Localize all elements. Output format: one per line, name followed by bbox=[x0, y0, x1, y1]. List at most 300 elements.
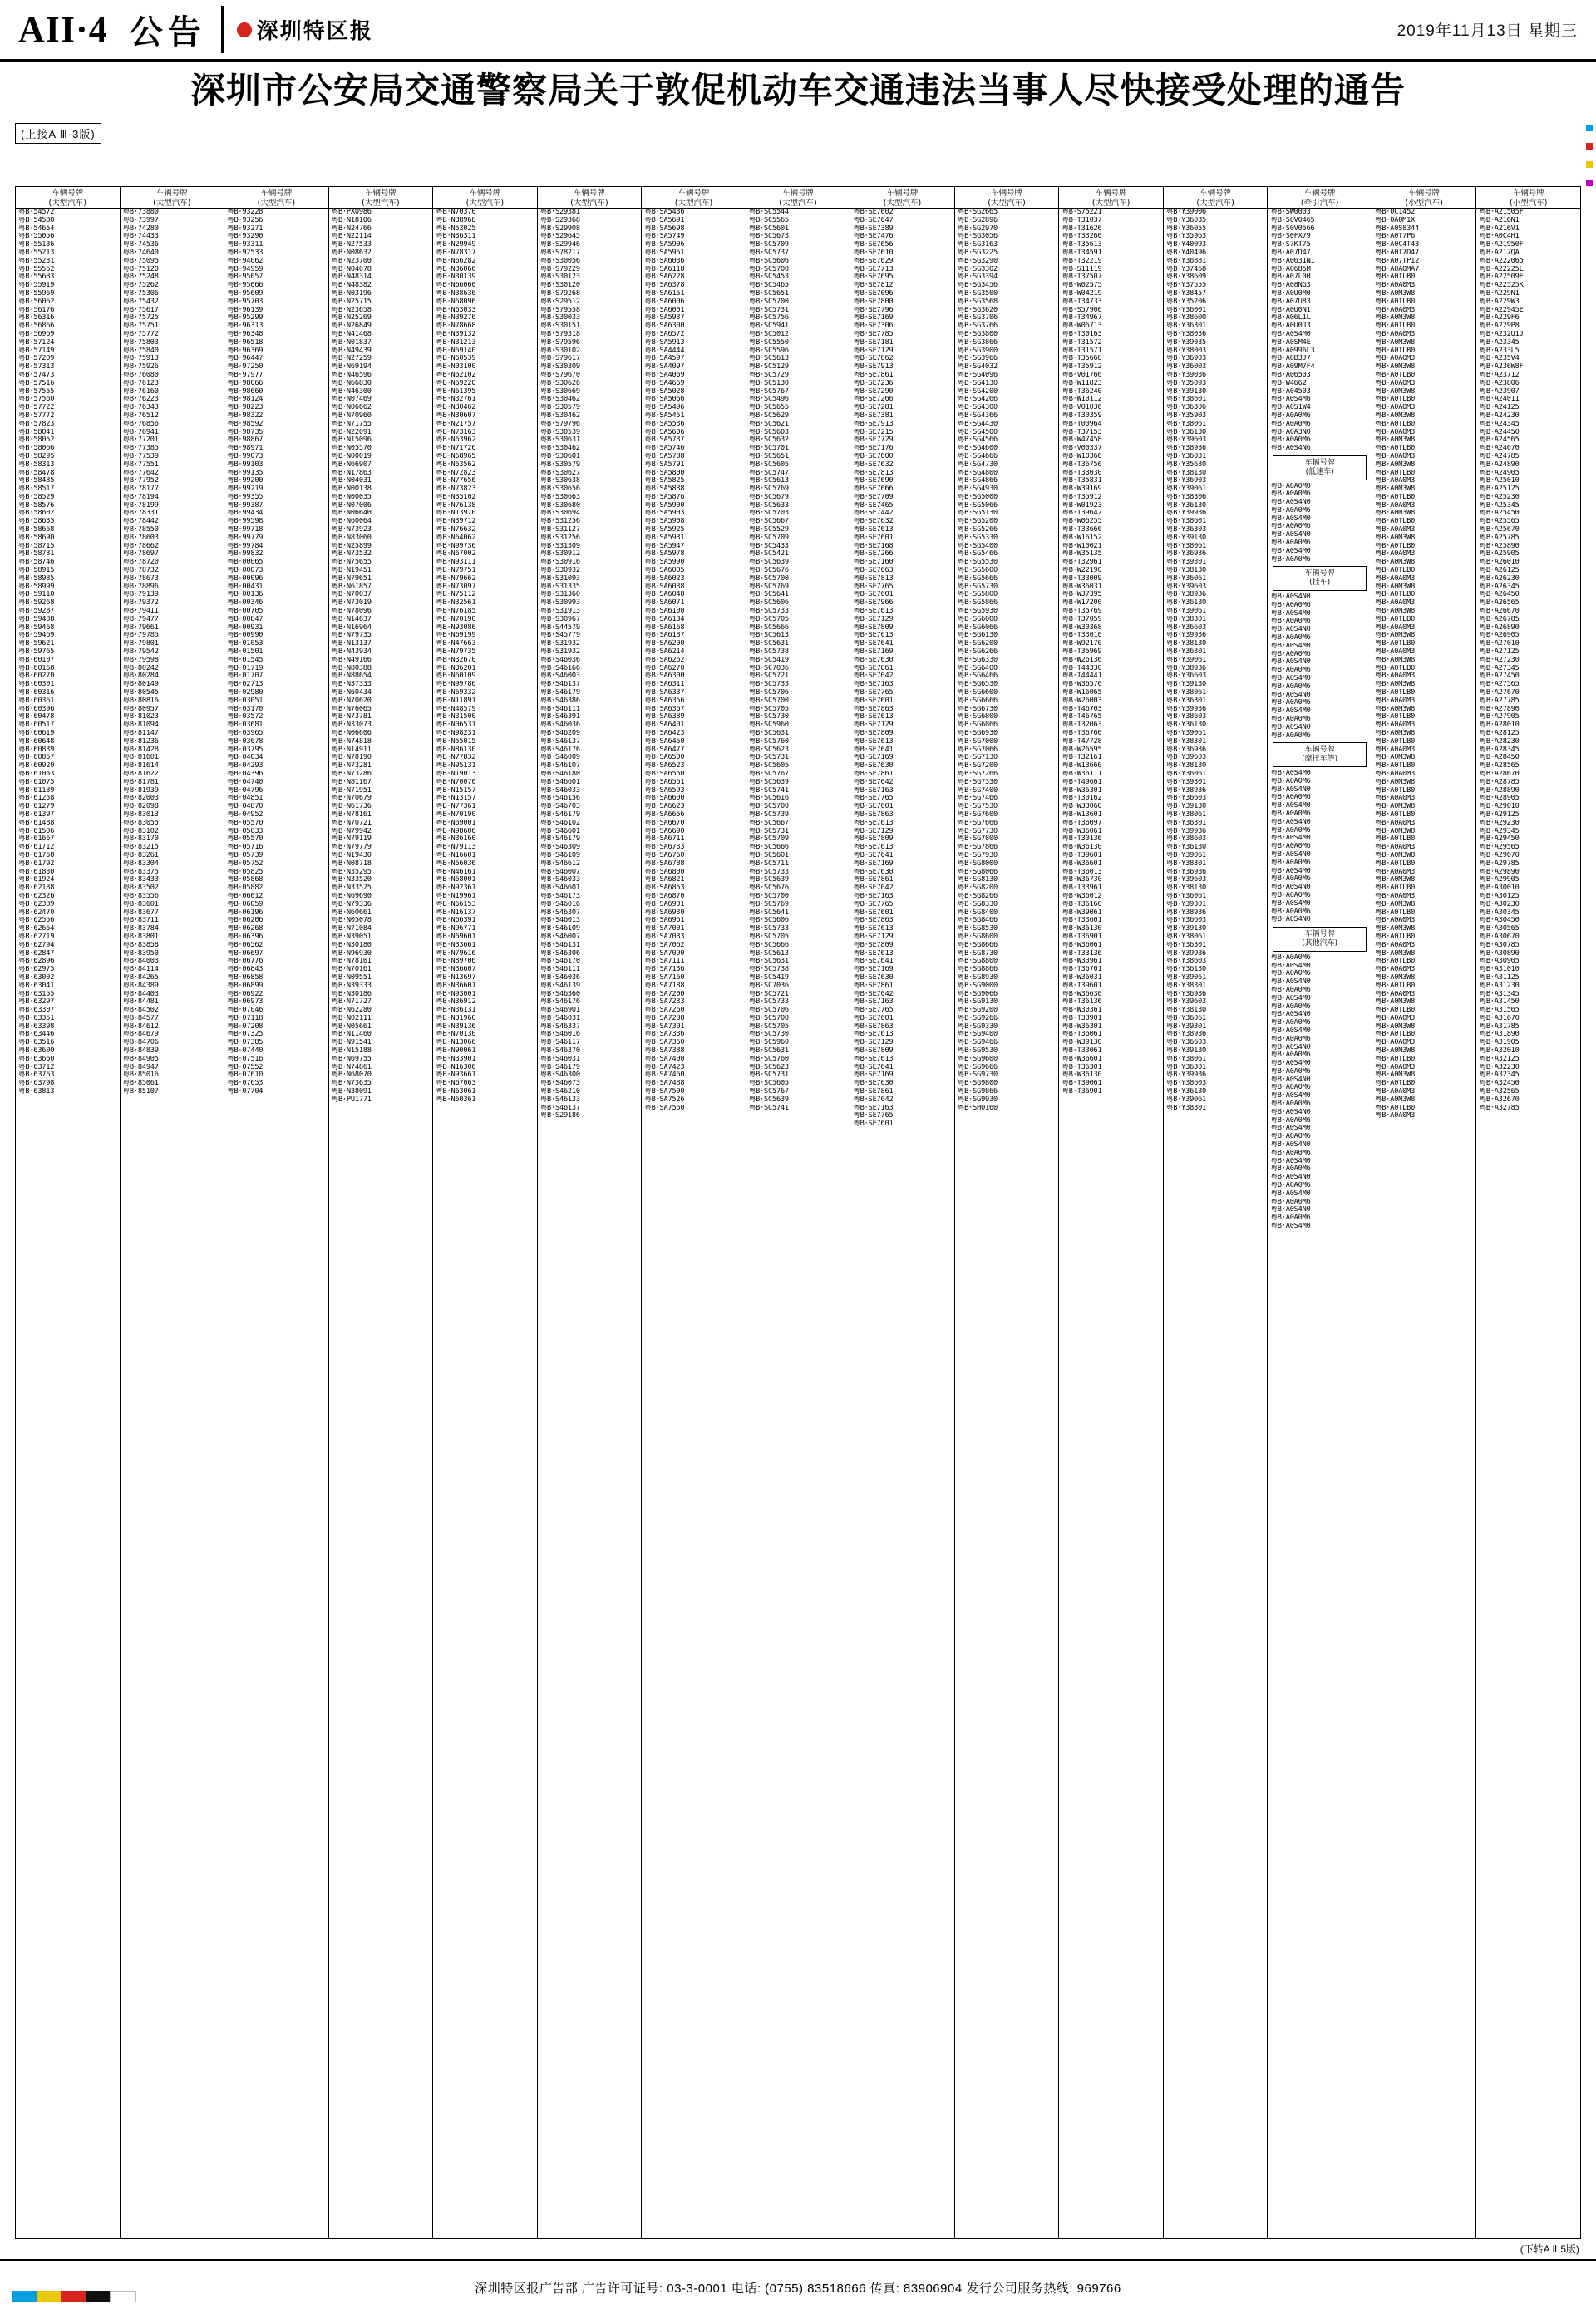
plate-cell: 粤B·05739 bbox=[227, 851, 264, 859]
plate-cell: 粤B·A0T7D47 bbox=[1374, 249, 1420, 257]
plate-cell: 粤B·A0A0M6 bbox=[1270, 1182, 1311, 1190]
plate-cell: 粤B·83858 bbox=[122, 941, 159, 949]
plate-cell: 粤B·T35912 bbox=[1062, 363, 1102, 372]
column-header-line: (大型汽车) bbox=[883, 198, 922, 208]
plate-cell: 粤B·84947 bbox=[122, 1063, 159, 1071]
plate-cell: 粤B·W4662 bbox=[1270, 379, 1307, 387]
plate-cell: 粤B·05825 bbox=[227, 868, 264, 876]
plate-cell: 粤B·Y36603 bbox=[1165, 623, 1207, 632]
plate-cell: 粤B·S46031 bbox=[539, 1014, 580, 1022]
plate-cell: 粤B·SC5601 bbox=[748, 224, 789, 233]
plate-cell: 粤B·A0A0M3 bbox=[1374, 574, 1416, 583]
plate-cell: 粤B·SG7600 bbox=[957, 810, 998, 819]
plate-cell: 粤B·N77832 bbox=[436, 754, 476, 762]
plate-cell: 粤B·SE7601 bbox=[853, 803, 894, 811]
plate-cell: 粤B·SC5700 bbox=[748, 298, 789, 306]
plate-cell: 粤B·SA6228 bbox=[644, 273, 685, 282]
plate-cell: 粤B·A0A0M3 bbox=[1374, 282, 1416, 290]
plate-cell: 粤B·N78190 bbox=[331, 754, 372, 762]
plate-cell: 粤B·W36301 bbox=[1062, 1022, 1102, 1031]
plate-cell: 粤B·SA6821 bbox=[644, 876, 685, 884]
plate-cell: 粤B·A229F6 bbox=[1479, 314, 1520, 322]
plate-cell: 粤B·SC5496 bbox=[748, 396, 789, 404]
plate-cell: 粤B·57772 bbox=[18, 411, 55, 420]
plate-cell: 粤B·SA7288 bbox=[644, 1014, 685, 1022]
plate-cell: 粤B·83375 bbox=[122, 868, 159, 876]
plate-cell: 粤B·N68070 bbox=[331, 1071, 372, 1080]
plate-cell: 粤B·S46036 bbox=[539, 973, 580, 982]
plate-cell: 粤B·99355 bbox=[227, 493, 264, 501]
plate-cell: 粤B·A0S4M0 bbox=[1270, 770, 1311, 777]
plate-cell: 粤B·SE7613 bbox=[853, 632, 894, 640]
column-header-line: (小型汽车) bbox=[1509, 198, 1548, 208]
plate-cell: 粤B·S0FX79 bbox=[1270, 233, 1311, 241]
sub-category-line: (摩托车等) bbox=[1302, 755, 1338, 764]
plate-cell: 粤B·Y39061 bbox=[1165, 851, 1207, 859]
plate-column bbox=[538, 187, 643, 2239]
plate-cell: 粤B·78732 bbox=[122, 567, 159, 575]
plate-cell: 粤B·62664 bbox=[18, 925, 55, 933]
plate-cell: 粤B·SC5679 bbox=[748, 493, 789, 501]
plate-cell: 粤B·N39132 bbox=[436, 330, 476, 338]
plate-cell: 粤B·A0TLB0 bbox=[1374, 493, 1416, 501]
plate-cell: 粤B·55136 bbox=[18, 241, 55, 249]
plate-cell: 粤B·A0U0J3 bbox=[1270, 322, 1311, 331]
plate-cell: 粤B·SE7266 bbox=[853, 550, 894, 559]
plate-cell: 粤B·SE7290 bbox=[853, 387, 894, 396]
plate-cell: 粤B·SG5530 bbox=[957, 559, 998, 567]
plate-cell: 粤B·S30579 bbox=[539, 460, 580, 469]
plate-cell: 粤B·A0TLB0 bbox=[1374, 859, 1416, 868]
plate-cell: 粤B·V01036 bbox=[1062, 404, 1102, 412]
plate-cell: 粤B·S46031 bbox=[539, 1055, 580, 1063]
plate-cell: 粤B·N01837 bbox=[331, 338, 372, 347]
plate-cell: 粤B·A27785 bbox=[1479, 697, 1520, 705]
plate-cell: 粤B·N29949 bbox=[436, 241, 476, 249]
plate-cell: 粤B·05033 bbox=[227, 827, 264, 835]
plate-cell: 粤B·W30368 bbox=[1062, 623, 1102, 632]
plate-cell: 粤B·A27450 bbox=[1479, 672, 1520, 681]
plate-cell: 粤B·SG8000 bbox=[957, 859, 998, 868]
plate-cell: 粤B·S46109 bbox=[539, 851, 580, 859]
plate-cell: 粤B·S30462 bbox=[539, 411, 580, 420]
plate-cell: 粤B·A0A0M6 bbox=[1270, 490, 1311, 499]
plate-cell: 粤B·06973 bbox=[227, 998, 264, 1007]
plate-cell: 粤B·SG4130 bbox=[957, 379, 998, 387]
plate-cell: 粤B·58052 bbox=[18, 436, 55, 445]
plate-cell: 粤B·75432 bbox=[122, 298, 159, 306]
plate-cell: 粤B·A0A0M6 bbox=[1270, 1198, 1311, 1206]
column-header bbox=[329, 187, 433, 209]
plate-cell: 粤B·SA7423 bbox=[644, 1063, 685, 1071]
plate-cell: 粤B·00990 bbox=[227, 632, 264, 640]
plate-cell: 粤B·S30663 bbox=[539, 493, 580, 501]
plate-cell: 粤B·78199 bbox=[122, 501, 159, 510]
plate-cell: 粤B·A27890 bbox=[1479, 705, 1520, 713]
plate-cell: 粤B·N46161 bbox=[436, 868, 476, 876]
newspaper-name: 深圳特区报 bbox=[256, 19, 373, 44]
plate-cell: 粤B·SG6200 bbox=[957, 640, 998, 648]
plate-cell: 粤B·SG7330 bbox=[957, 778, 998, 786]
plate-cell: 粤B·T46703 bbox=[1062, 705, 1102, 713]
plate-cell: 粤B·N36912 bbox=[436, 998, 476, 1007]
plate-cell: 粤B·SC5605 bbox=[748, 762, 789, 771]
plate-cell: 粤B·SE7476 bbox=[853, 233, 894, 241]
plate-cell: 粤B·N60539 bbox=[436, 355, 476, 363]
plate-cell: 粤B·SG3225 bbox=[957, 249, 998, 257]
plate-cell: 粤B·SG8200 bbox=[957, 884, 998, 893]
plate-cell: 粤B·81614 bbox=[122, 762, 159, 771]
plate-cell: 粤B·A0A0M3 bbox=[1374, 672, 1416, 681]
plate-cell: 粤B·SG5866 bbox=[957, 599, 998, 608]
plate-cell: 粤B·T44330 bbox=[1062, 664, 1102, 672]
plate-cell: 粤B·A0A0M6 bbox=[1270, 618, 1311, 626]
plate-cell: 粤B·N19013 bbox=[436, 770, 476, 778]
plate-cell: 粤B·A31670 bbox=[1479, 1014, 1520, 1022]
plate-cell: 粤B·SA5925 bbox=[644, 526, 685, 534]
plate-cell: 粤B·SG9330 bbox=[957, 1022, 998, 1031]
plate-cell: 粤B·N61395 bbox=[436, 387, 476, 396]
plate-cell: 粤B·SE7381 bbox=[853, 411, 894, 420]
plate-cell: 粤B·SC5767 bbox=[748, 770, 789, 778]
plate-cell: 粤B·60478 bbox=[18, 713, 55, 721]
plate-cell: 粤B·A22225L bbox=[1479, 265, 1524, 273]
plate-cell: 粤B·A30345 bbox=[1479, 908, 1520, 917]
plate-cell: 粤B·W11823 bbox=[1062, 379, 1102, 387]
plate-cell: 粤B·SC5705 bbox=[748, 705, 789, 713]
plate-cell: 粤B·06196 bbox=[227, 908, 264, 917]
plate-cell: 粤B·W10021 bbox=[1062, 542, 1102, 550]
plate-cell: 粤B·A0S4M0 bbox=[1270, 1189, 1311, 1198]
plate-cell: 粤B·Y36061 bbox=[1165, 892, 1207, 900]
plate-cell: 粤B·SC5721 bbox=[748, 990, 789, 998]
plate-cell: 粤B·A26450 bbox=[1479, 591, 1520, 599]
plate-cell: 粤B·SA5903 bbox=[644, 510, 685, 518]
plate-cell: 粤B·SE7765 bbox=[853, 1007, 894, 1015]
plate-cell: 粤B·A26890 bbox=[1479, 623, 1520, 632]
plate-cell: 粤B·Y36603 bbox=[1165, 795, 1207, 803]
plate-cell: 粤B·S30680 bbox=[539, 501, 580, 510]
plate-cell: 粤B·SE7641 bbox=[853, 640, 894, 648]
plate-cell: 粤B·A0A0M6 bbox=[1270, 1019, 1311, 1027]
plate-cell: 粤B·A0M3W8 bbox=[1374, 1071, 1416, 1080]
plate-cell: 粤B·N30139 bbox=[436, 273, 476, 282]
plate-cell: 粤B·99387 bbox=[227, 501, 264, 510]
plate-cell: 粤B·SG5666 bbox=[957, 574, 998, 583]
registration-marks bbox=[1586, 125, 1593, 186]
plate-cell: 粤B·60301 bbox=[18, 681, 55, 689]
column-header-line: (小型汽车) bbox=[1405, 198, 1443, 208]
plate-cell: 粤B·76343 bbox=[122, 404, 159, 412]
plate-cell: 粤B·S31360 bbox=[539, 591, 580, 599]
plate-cell: 粤B·SA6853 bbox=[644, 884, 685, 893]
plate-cell: 粤B·SC5606 bbox=[748, 257, 789, 265]
plate-cell: 粤B·N78096 bbox=[331, 608, 372, 616]
plate-cell: 粤B·SC5129 bbox=[748, 363, 789, 372]
plate-cell: 粤B·58746 bbox=[18, 559, 55, 567]
plate-cell: 粤B·N49166 bbox=[331, 656, 372, 664]
plate-cell: 粤B·Y36130 bbox=[1165, 844, 1207, 852]
plate-cell: 粤B·A30230 bbox=[1479, 900, 1520, 908]
plate-cell: 粤B·SC5711 bbox=[748, 859, 789, 868]
plate-cell: 粤B·N73823 bbox=[436, 485, 476, 494]
plate-cell: 粤B·SA5737 bbox=[644, 436, 685, 445]
plate-cell: 粤B·S0V0566 bbox=[1270, 224, 1315, 233]
plate-cell: 粤B·N07006 bbox=[331, 501, 372, 510]
plate-cell: 粤B·SA6036 bbox=[644, 257, 685, 265]
plate-cell: 粤B·A0S4N0 bbox=[1270, 723, 1311, 731]
column-cells bbox=[850, 209, 954, 2238]
plate-cell: 粤B·SE7613 bbox=[853, 949, 894, 958]
plate-cell: 粤B·99434 bbox=[227, 510, 264, 518]
plate-cell: 粤B·SC5705 bbox=[748, 615, 789, 623]
plate-cell: 粤B·SC5760 bbox=[748, 1055, 789, 1063]
plate-cell: 粤B·SE7613 bbox=[853, 713, 894, 721]
column-header bbox=[1476, 187, 1580, 209]
plate-cell: 粤B·Y38603 bbox=[1165, 713, 1207, 721]
plate-cell: 粤B·SG4200 bbox=[957, 387, 998, 396]
plate-cell: 粤B·SC5733 bbox=[748, 925, 789, 933]
plate-cell: 粤B·SG7530 bbox=[957, 803, 998, 811]
plate-cell: 粤B·63516 bbox=[18, 1039, 55, 1047]
plate-cell: 粤B·T37153 bbox=[1062, 428, 1102, 436]
plate-cell: 粤B·S79268 bbox=[539, 289, 580, 298]
plate-cell: 粤B·N63562 bbox=[436, 460, 476, 469]
plate-cell: 粤B·Y38130 bbox=[1165, 884, 1207, 893]
plate-cell: 粤B·N79119 bbox=[331, 835, 372, 844]
plate-cell: 粤B·Y39301 bbox=[1165, 900, 1207, 908]
plate-cell: 粤B·SC5651 bbox=[748, 289, 789, 298]
plate-cell: 粤B·Y38603 bbox=[1165, 835, 1207, 844]
plate-cell: 粤B·N91541 bbox=[331, 1039, 372, 1047]
plate-cell: 粤B·A28010 bbox=[1479, 721, 1520, 730]
plate-cell: 粤B·SG5130 bbox=[957, 510, 998, 518]
plate-cell: 粤B·A0M3W8 bbox=[1374, 754, 1416, 762]
plate-cell: 粤B·A29010 bbox=[1479, 803, 1520, 811]
plate-cell: 粤B·SA7388 bbox=[644, 1047, 685, 1056]
plate-cell: 粤B·S46137 bbox=[539, 681, 580, 689]
plate-cell: 粤B·62847 bbox=[18, 949, 55, 958]
plate-cell: 粤B·SA6690 bbox=[644, 827, 685, 835]
plate-cell: 粤B·N23700 bbox=[331, 257, 372, 265]
plate-cell: 粤B·A31890 bbox=[1479, 1031, 1520, 1039]
plate-cell: 粤B·S30056 bbox=[539, 257, 580, 265]
plate-cell: 粤B·A0S4N0 bbox=[1270, 1108, 1311, 1116]
column-header-line: (大型汽车) bbox=[362, 198, 400, 208]
plate-cell: 粤B·T31571 bbox=[1062, 347, 1102, 355]
plate-cell: 粤B·SA6262 bbox=[644, 656, 685, 664]
plate-cell: 粤B·59469 bbox=[18, 632, 55, 640]
column-cells bbox=[1059, 209, 1163, 2238]
plate-cell: 粤B·SE7613 bbox=[853, 925, 894, 933]
plate-cell: 粤B·78442 bbox=[122, 518, 159, 526]
plate-cell: 粤B·SA5066 bbox=[644, 396, 685, 404]
plate-cell: 粤B·Y36130 bbox=[1165, 599, 1207, 608]
plate-cell: 粤B·SG3163 bbox=[957, 241, 998, 249]
plate-cell: 粤B·SC5738 bbox=[748, 966, 789, 974]
column-cells bbox=[224, 209, 328, 2238]
sub-category-header bbox=[1273, 742, 1367, 767]
column-header bbox=[121, 187, 224, 209]
plate-cell: 粤B·62794 bbox=[18, 941, 55, 949]
plate-cell: 粤B·A0A0M6 bbox=[1270, 794, 1311, 802]
plate-cell: 粤B·SG5330 bbox=[957, 534, 998, 542]
plate-cell: 粤B·60316 bbox=[18, 689, 55, 697]
plate-cell: 粤B·58668 bbox=[18, 526, 55, 534]
plate-cell: 粤B·SE7800 bbox=[853, 298, 894, 306]
plate-cell: 粤B·T33010 bbox=[1062, 632, 1102, 640]
plate-cell: 粤B·N36607 bbox=[436, 966, 476, 974]
plate-cell: 粤B·SC5733 bbox=[748, 608, 789, 616]
plate-cell: 粤B·04293 bbox=[227, 762, 264, 771]
plate-cell: 粤B·A0S4N0 bbox=[1270, 593, 1311, 602]
plate-cell: 粤B·A0M3W8 bbox=[1374, 387, 1416, 396]
plate-cell: 粤B·A0TLB0 bbox=[1374, 982, 1416, 990]
plate-cell: 粤B·Y36301 bbox=[1165, 648, 1207, 657]
plate-cell: 粤B·SA6168 bbox=[644, 623, 685, 632]
plate-cell: 粤B·N71084 bbox=[331, 925, 372, 933]
plate-cell: 粤B·58066 bbox=[18, 445, 55, 453]
sub-category-line: 车辆号牌 bbox=[1304, 746, 1335, 755]
plate-cell: 粤B·SG4566 bbox=[957, 436, 998, 445]
plate-cell: 粤B·W39130 bbox=[1062, 1039, 1102, 1047]
plate-cell: 粤B·A0M3W8 bbox=[1374, 338, 1416, 347]
plate-cell: 粤B·A0S4M0 bbox=[1270, 547, 1311, 555]
plate-cell: 粤B·A32785 bbox=[1479, 1104, 1520, 1112]
plate-cell: 粤B·Y36936 bbox=[1165, 746, 1207, 754]
plate-cell: 粤B·Y35093 bbox=[1165, 379, 1207, 387]
plate-cell: 粤B·SA7260 bbox=[644, 1007, 685, 1015]
plate-cell: 粤B·N03196 bbox=[331, 289, 372, 298]
plate-cell: 粤B·SC5621 bbox=[748, 420, 789, 428]
plate-cell: 粤B·SA5951 bbox=[644, 249, 685, 257]
column-header bbox=[224, 187, 328, 209]
plate-cell: 粤B·SC5730 bbox=[748, 713, 789, 721]
plate-cell: 粤B·N75112 bbox=[436, 591, 476, 599]
plate-cell: 粤B·94959 bbox=[227, 265, 264, 273]
plate-cell: 粤B·N79751 bbox=[436, 567, 476, 575]
plate-cell: 粤B·T33030 bbox=[1062, 469, 1102, 477]
plate-cell: 粤B·A30125 bbox=[1479, 892, 1520, 900]
plate-cell: 粤B·SC5631 bbox=[748, 958, 789, 966]
plate-cell: 粤B·04034 bbox=[227, 754, 264, 762]
plate-cell: 粤B·A26670 bbox=[1479, 608, 1520, 616]
plate-cell: 粤B·A31565 bbox=[1479, 1007, 1520, 1015]
plate-cell: 粤B·SE7465 bbox=[853, 501, 894, 510]
plate-cell: 粤B·S46179 bbox=[539, 689, 580, 697]
plate-cell: 粤B·73997 bbox=[122, 216, 159, 224]
plate-cell: 粤B·SC5616 bbox=[748, 795, 789, 803]
plate-cell: 粤B·SG9466 bbox=[957, 1039, 998, 1047]
plate-cell: 粤B·98867 bbox=[227, 436, 264, 445]
column-header-line: 车辆号牌 bbox=[52, 189, 84, 198]
plate-cell: 粤B·77642 bbox=[122, 469, 159, 477]
plate-cell: 粤B·SA6600 bbox=[644, 795, 685, 803]
plate-cell: 粤B·N06606 bbox=[331, 730, 372, 737]
plate-cell: 粤B·T31572 bbox=[1062, 338, 1102, 347]
plate-cell: 粤B·A26345 bbox=[1479, 583, 1520, 591]
plate-cell: 粤B·A22525K bbox=[1479, 282, 1524, 290]
column-header bbox=[850, 187, 954, 209]
plate-cell: 粤B·N55015 bbox=[436, 737, 476, 746]
plate-cell: 粤B·06922 bbox=[227, 990, 264, 998]
plate-cell: 粤B·A0TLB0 bbox=[1374, 640, 1416, 648]
plate-cell: 粤B·Y39130 bbox=[1165, 925, 1207, 933]
plate-cell: 粤B·SA4597 bbox=[644, 355, 685, 363]
plate-cell: 粤B·80284 bbox=[122, 672, 159, 681]
column-header-line: 车辆号牌 bbox=[991, 189, 1023, 198]
plate-cell: 粤B·N93111 bbox=[436, 559, 476, 567]
plate-cell: 粤B·SA5451 bbox=[644, 411, 685, 420]
plate-cell: 粤B·SH0160 bbox=[957, 1104, 998, 1112]
plate-cell: 粤B·SC5700 bbox=[748, 265, 789, 273]
plate-cell: 粤B·N69194 bbox=[331, 363, 372, 372]
plate-cell: 粤B·N15188 bbox=[331, 1047, 372, 1056]
plate-cell: 粤B·A31230 bbox=[1479, 982, 1520, 990]
plate-cell: 粤B·N73923 bbox=[331, 526, 372, 534]
plate-cell: 粤B·A0S4N0 bbox=[1270, 1043, 1311, 1051]
plate-cell: 粤B·SA7090 bbox=[644, 949, 685, 958]
plate-cell: 粤B·Y37555 bbox=[1165, 282, 1207, 290]
plate-cell: 粤B·SA5436 bbox=[644, 209, 685, 216]
plate-cell: 粤B·SE7163 bbox=[853, 998, 894, 1007]
plate-cell: 粤B·S46102 bbox=[539, 819, 580, 827]
plate-cell: 粤B·SE7181 bbox=[853, 338, 894, 347]
plate-cell: 粤B·N77656 bbox=[436, 477, 476, 485]
plate-cell: 粤B·S31335 bbox=[539, 583, 580, 591]
plate-cell: 粤B·57560 bbox=[18, 396, 55, 404]
plate-cell: 粤B·SE7913 bbox=[853, 363, 894, 372]
plate-cell: 粤B·A0TLB0 bbox=[1374, 810, 1416, 819]
plate-cell: 粤B·S31913 bbox=[539, 608, 580, 616]
plate-cell: 粤B·SE7176 bbox=[853, 445, 894, 453]
plate-cell: 粤B·T35912 bbox=[1062, 493, 1102, 501]
plate-cell: 粤B·A23345 bbox=[1479, 338, 1520, 347]
plate-cell: 粤B·A0S8344 bbox=[1374, 224, 1420, 233]
plate-cell: 粤B·SG3394 bbox=[957, 273, 998, 282]
plate-cell: 粤B·S46300 bbox=[539, 1071, 580, 1080]
plate-cell: 粤B·SE7765 bbox=[853, 795, 894, 803]
plate-cell: 粤B·SC5605 bbox=[748, 1080, 789, 1088]
plate-cell: 粤B·A08NG3 bbox=[1270, 282, 1311, 290]
plate-cell: 粤B·80545 bbox=[122, 689, 159, 697]
plate-cell: 粤B·SC5733 bbox=[748, 868, 789, 876]
plate-cell: 粤B·SE7641 bbox=[853, 1063, 894, 1071]
plate-cell: 粤B·A0TLB0 bbox=[1374, 762, 1416, 771]
plate-cell: 粤B·SE7442 bbox=[853, 510, 894, 518]
plate-cell: 粤B·A0A0M6 bbox=[1270, 875, 1311, 884]
plate-cell: 粤B·A0S4M0 bbox=[1270, 1223, 1311, 1231]
plate-cell: 粤B·A28785 bbox=[1479, 778, 1520, 786]
plate-cell: 粤B·Y39603 bbox=[1165, 436, 1207, 445]
plate-cell: 粤B·A0A0M3 bbox=[1374, 966, 1416, 974]
plate-cell: 粤B·SC7036 bbox=[748, 664, 789, 672]
plate-cell: 粤B·60619 bbox=[18, 730, 55, 737]
plate-cell: 粤B·06858 bbox=[227, 973, 264, 982]
plate-cell: 粤B·75725 bbox=[122, 314, 159, 322]
plate-cell: 粤B·75262 bbox=[122, 282, 159, 290]
plate-cell: 粤B·SE7690 bbox=[853, 477, 894, 485]
plate-cell: 粤B·N69199 bbox=[436, 632, 476, 640]
plate-cell: 粤B·97250 bbox=[227, 363, 264, 372]
plate-cell: 粤B·SC5741 bbox=[748, 786, 789, 795]
plate-cell: 粤B·79542 bbox=[122, 648, 159, 657]
plate-cell: 粤B·S46166 bbox=[539, 664, 580, 672]
plate-cell: 粤B·83304 bbox=[122, 859, 159, 868]
column-header-line: (大型汽车) bbox=[466, 198, 505, 208]
plate-cell: 粤B·00931 bbox=[227, 623, 264, 632]
plate-number-grid bbox=[15, 186, 1581, 2239]
